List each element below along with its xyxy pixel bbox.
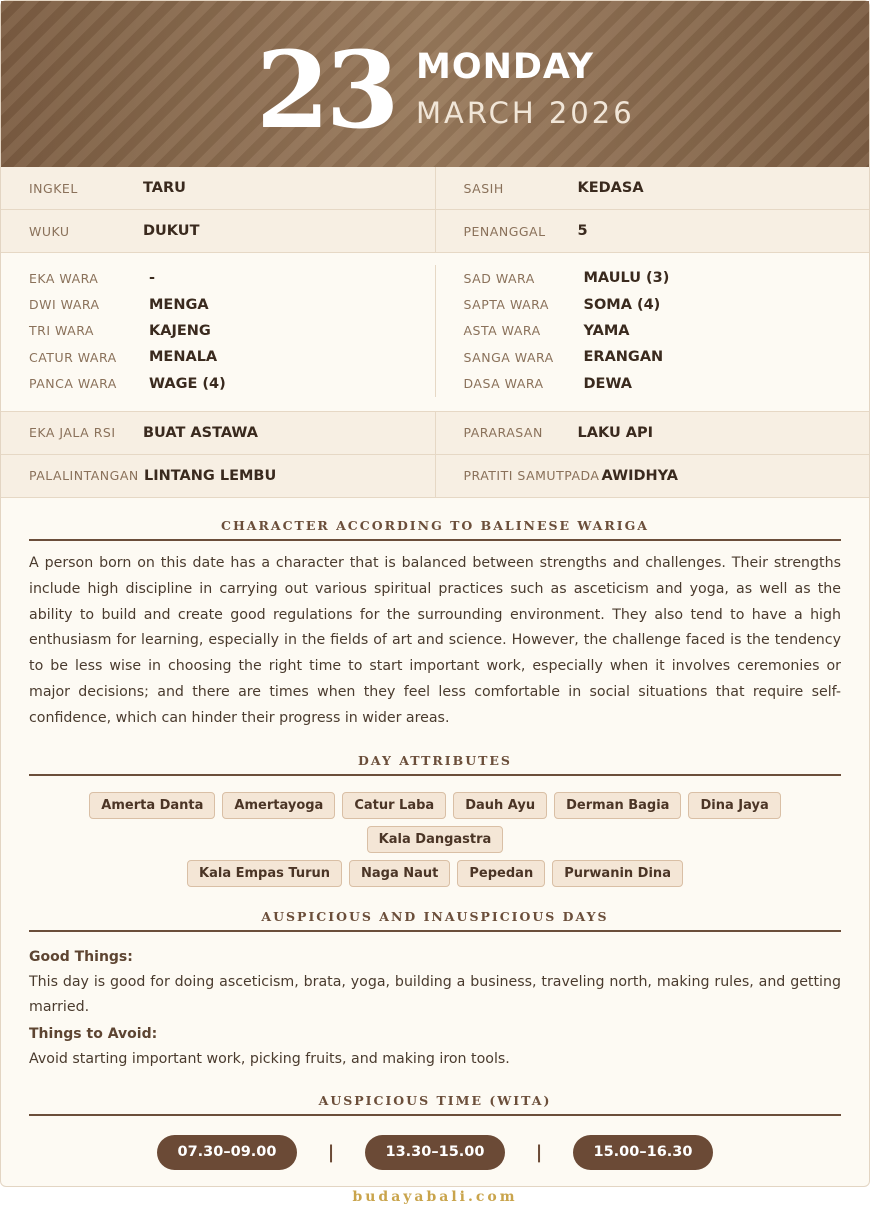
- attribute-tag: Kala Dangastra: [367, 826, 504, 853]
- attribute-tags-row-1: [29, 792, 841, 853]
- wara-item: [29, 291, 435, 317]
- info-cell-ingkel: [1, 167, 435, 209]
- auspicious-time-section: [1, 1073, 869, 1205]
- attribute-tag: Amerta Danta: [89, 792, 215, 819]
- attribute-tags-row-2: [29, 860, 841, 887]
- info-value: LAKU API: [577, 424, 654, 441]
- info-row-ekajala-pararasan: [1, 412, 869, 455]
- info-value: DUKUT: [143, 223, 200, 239]
- day-name: MONDAY: [416, 47, 595, 87]
- info-label: PALALINTANGAN: [29, 468, 139, 484]
- section-title: CHARACTER ACCORDING TO BALINESE WARIGA: [29, 518, 841, 541]
- info-value: 5: [577, 223, 588, 239]
- section-title: AUSPICIOUS TIME (WITA): [29, 1093, 841, 1116]
- time-separator: |: [327, 1141, 335, 1163]
- attribute-tag: Dauh Ayu: [453, 792, 547, 819]
- info-row-ingkel-sasih: [1, 167, 869, 210]
- character-description: A person born on this date has a character that is balanced between strengths and challenges. Their strengths include high discipline in carrying out various spiritual practices such as asceticism and yoga, as well as the ability to build and create good regulations for the surrounding environment. They also tend to have a high enthusiasm for learning, especially in the fields of art and science. However, the challenge faced is the tendency to be less wise in choosing the right time to start important work, especially when it involves ceremonies or major decisions; and there are times when they feel less comfortable in social situations that require self-confidence, which can hinder their progress in wider areas.: [29, 554, 841, 726]
- time-slot-pill: 07.30–09.00: [157, 1135, 297, 1170]
- attributes-section: [1, 732, 869, 887]
- wara-item: [29, 371, 435, 397]
- auspicious-section: [1, 887, 869, 1073]
- good-things-heading: Good Things:: [29, 948, 133, 965]
- info-label: SASIH: [463, 180, 504, 196]
- date-header: [1, 1, 869, 167]
- info-cell-eka-jala-rsi: [1, 412, 435, 454]
- wara-item: [29, 318, 435, 344]
- wara-label: TRI WARA: [29, 323, 94, 339]
- wara-value: KAJENG: [149, 322, 211, 339]
- things-to-avoid-heading: Things to Avoid:: [29, 1026, 158, 1043]
- wara-label: ASTA WARA: [463, 323, 541, 339]
- info-label: PENANGGAL: [463, 223, 546, 239]
- wara-value: MAULU (3): [583, 270, 670, 287]
- wara-label: SANGA WARA: [463, 349, 554, 365]
- wara-value: DEWA: [583, 375, 633, 392]
- info-value: AWIDHYA: [601, 467, 678, 484]
- info-value: KEDASA: [577, 180, 644, 196]
- wara-label: CATUR WARA: [29, 349, 117, 365]
- wara-item: [464, 318, 870, 344]
- wara-value: MENALA: [149, 349, 218, 366]
- good-things-text: This day is good for doing asceticism, brata, yoga, building a business, traveling north, making rules, and getting married.: [29, 973, 841, 1016]
- wara-table: [1, 253, 869, 412]
- wara-label: DWI WARA: [29, 297, 100, 313]
- info-label: PARARASAN: [463, 425, 543, 441]
- attribute-tag: Amertayoga: [222, 792, 335, 819]
- info-cell-wuku: [1, 210, 435, 252]
- wara-label: PANCA WARA: [29, 376, 117, 392]
- info-label: PRATITI SAMUTPADA: [463, 468, 600, 484]
- wara-value: MENGA: [149, 296, 209, 313]
- attribute-tag: Dina Jaya: [688, 792, 780, 819]
- character-section: [1, 498, 869, 732]
- time-slot-pill: 13.30–15.00: [365, 1135, 505, 1170]
- wara-label: DASA WARA: [463, 376, 544, 392]
- info-cell-pratiti-samutpada: [435, 455, 870, 497]
- attribute-tag: Purwanin Dina: [552, 860, 683, 887]
- wara-item: [29, 344, 435, 370]
- wara-value: -: [149, 270, 156, 287]
- wara-column-right: [435, 265, 870, 397]
- wara-value: YAMA: [583, 322, 630, 339]
- info-value: TARU: [143, 180, 186, 196]
- info-row-wuku-penanggal: [1, 210, 869, 253]
- wara-value: WAGE (4): [149, 375, 226, 392]
- wara-column-left: [1, 265, 435, 397]
- info-value: LINTANG LEMBU: [144, 467, 277, 484]
- info-cell-palalintangan: [1, 455, 435, 497]
- things-to-avoid-text: Avoid starting important work, picking fruits, and making iron tools.: [29, 1051, 510, 1068]
- info-cell-pararasan: [435, 412, 870, 454]
- time-slots: [29, 1135, 841, 1170]
- wara-label: EKA WARA: [29, 270, 99, 286]
- wara-item: [464, 265, 870, 291]
- wara-value: ERANGAN: [583, 349, 664, 366]
- month-year: MARCH 2026: [416, 96, 635, 130]
- wara-label: SAPTA WARA: [463, 297, 549, 313]
- info-cell-penanggal: [435, 210, 870, 252]
- info-cell-sasih: [435, 167, 870, 209]
- info-value: BUAT ASTAWA: [143, 424, 258, 441]
- attribute-tag: Pepedan: [457, 860, 545, 887]
- time-separator: |: [535, 1141, 543, 1163]
- info-row-palalintangan-pratiti: [1, 455, 869, 498]
- info-label: EKA JALA RSI: [29, 425, 116, 441]
- day-number: 23: [256, 27, 396, 152]
- section-title: DAY ATTRIBUTES: [29, 753, 841, 776]
- attribute-tag: Catur Laba: [342, 792, 446, 819]
- section-title: AUSPICIOUS AND INAUSPICIOUS DAYS: [29, 909, 841, 932]
- wara-label: SAD WARA: [463, 270, 535, 286]
- wara-item: [464, 371, 870, 397]
- wara-item: [464, 291, 870, 317]
- attribute-tag: Kala Empas Turun: [187, 860, 342, 887]
- time-slot-pill: 15.00–16.30: [573, 1135, 713, 1170]
- attribute-tag: Naga Naut: [349, 860, 450, 887]
- info-label: INGKEL: [29, 180, 78, 196]
- attribute-tag: Derman Bagia: [554, 792, 681, 819]
- wara-value: SOMA (4): [583, 296, 661, 313]
- info-label: WUKU: [29, 223, 70, 239]
- site-footer: budayabali.com: [352, 1188, 518, 1205]
- wara-item: [29, 265, 435, 291]
- wara-item: [464, 344, 870, 370]
